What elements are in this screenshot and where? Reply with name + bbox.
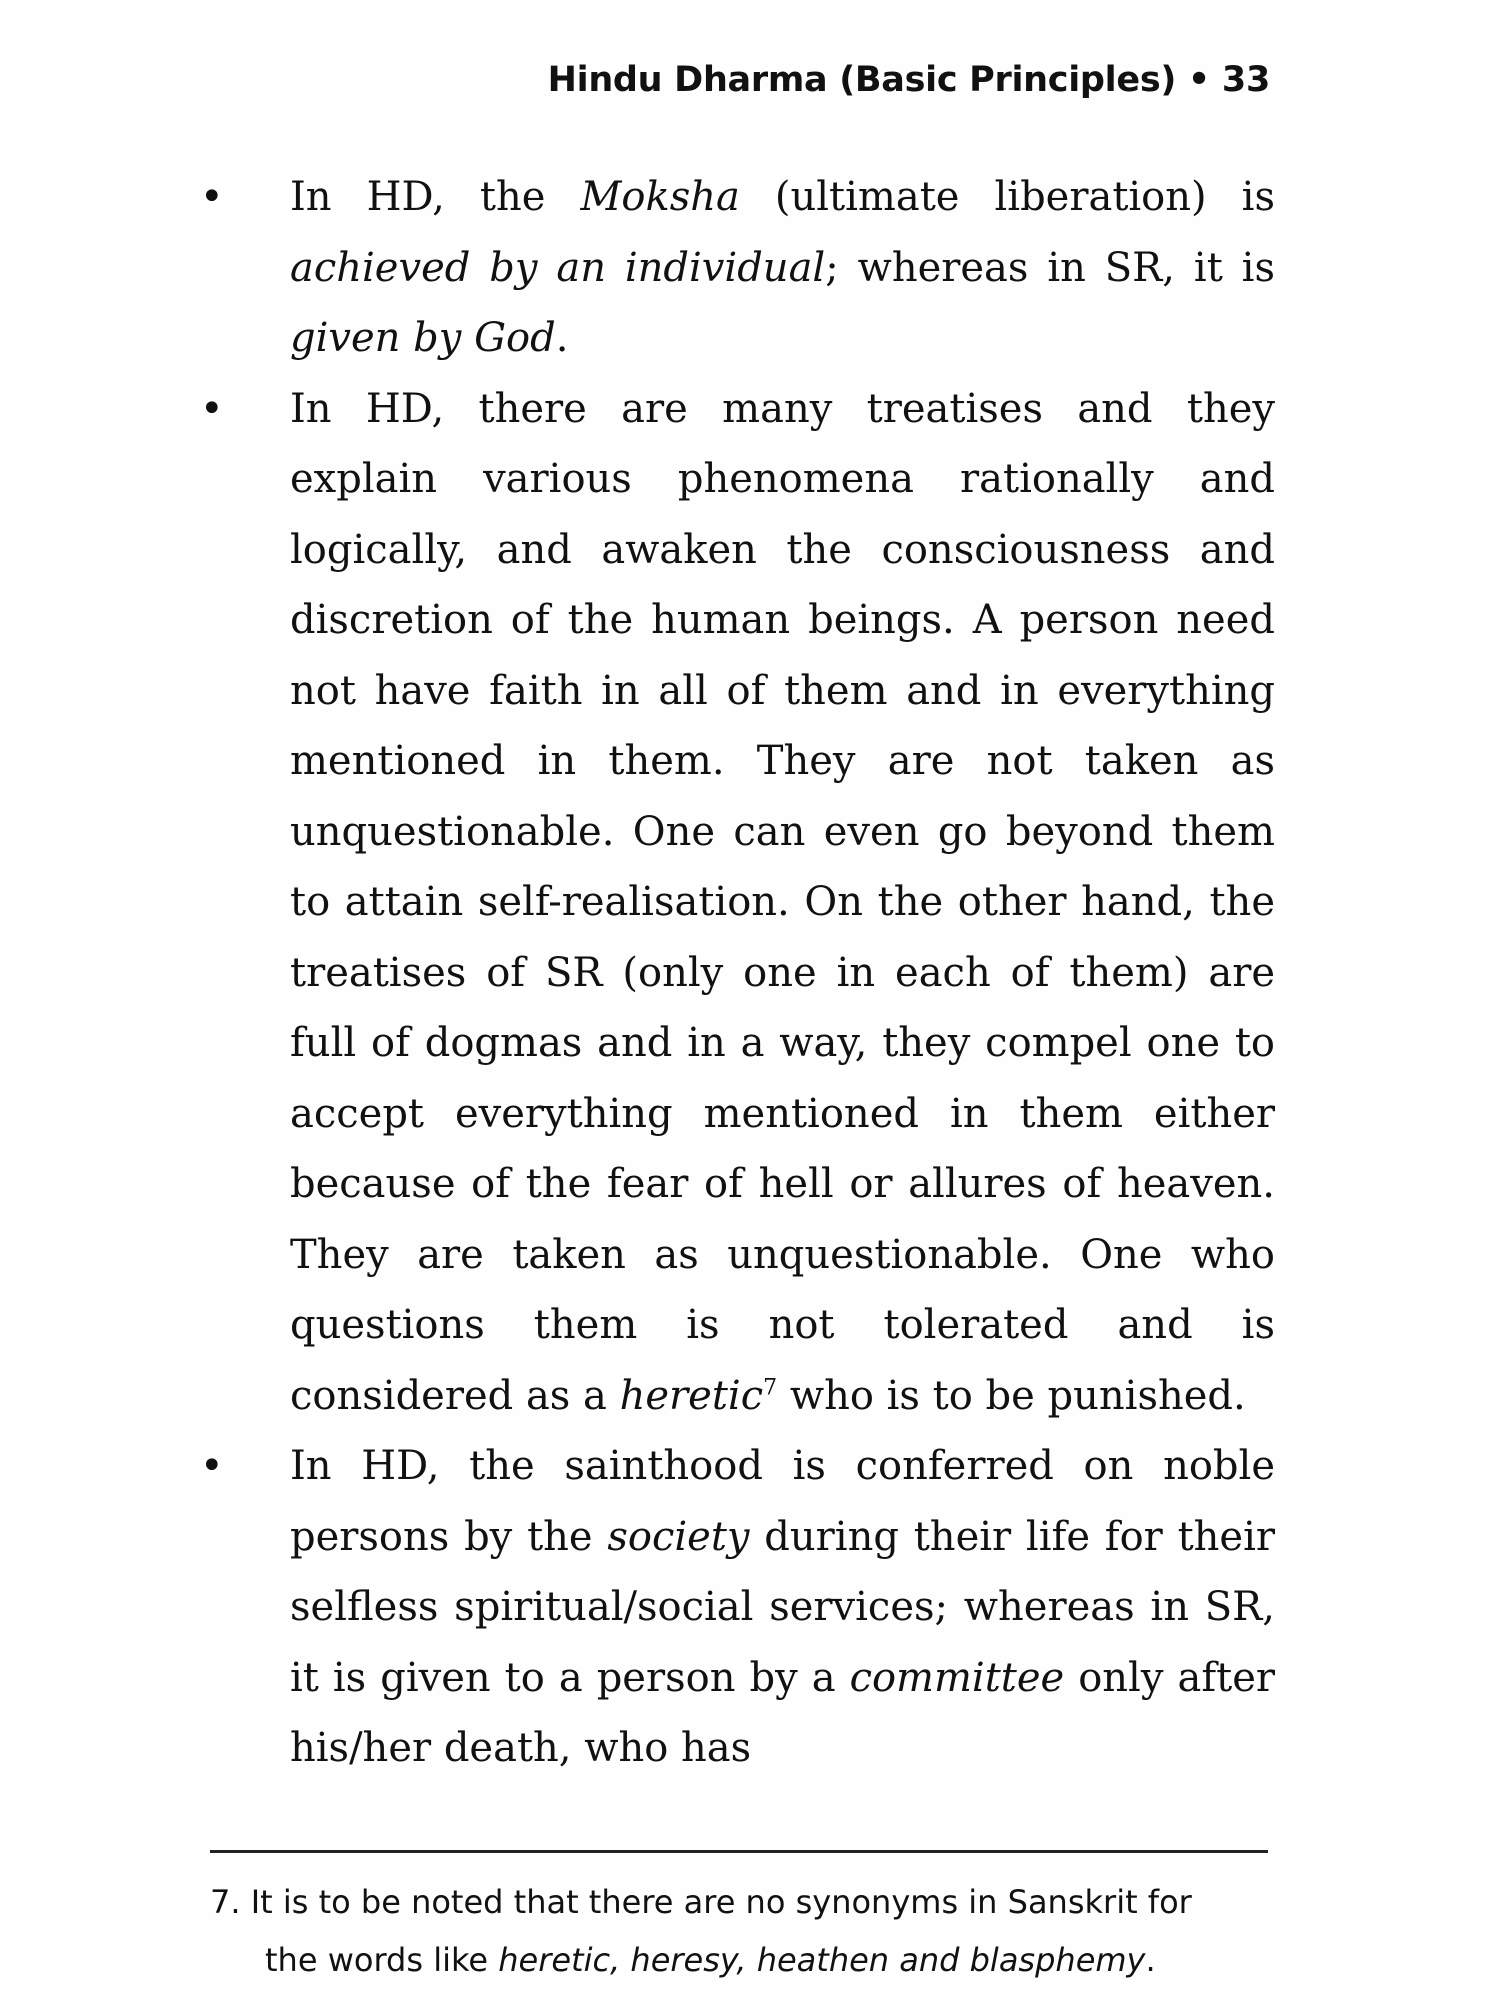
running-header: Hindu Dharma (Basic Principles) • 33	[547, 60, 1270, 100]
text-segment: ; whereas in SR, it is	[825, 244, 1275, 291]
footnote-italic-terms: heretic, heresy, heathen and blasphemy	[498, 1941, 1146, 1979]
footnote	[210, 1873, 1268, 1989]
body-text	[290, 162, 1275, 1784]
text-segment: In HD, there are many treatises and they explain various phenomena rationally and logically, and awaken the consciousness and discretion of the human beings. A person need not have faith in all of them and in everything mentioned in them. They are not taken as unquestionable. One can even go beyond them to attain self-realisation. On the other hand, the treatises of SR (only one in each of them) are full of dogmas and in a way, they compel one to accept everything mentioned in them either because of the fear of hell or allures of heaven. They are taken as unquestionable. One who questions them is not tolerated and is considered as a	[290, 385, 1275, 1419]
bullet-item-treatises	[290, 374, 1275, 1432]
footnote-text: .	[1145, 1941, 1156, 1979]
bullet-item-moksha	[290, 162, 1275, 374]
text-segment: only after his/her death, who has	[290, 1654, 1275, 1771]
footnote-divider	[210, 1850, 1268, 1853]
bullet-item-sainthood	[290, 1431, 1275, 1784]
text-segment: (ultimate liberation) is	[739, 174, 1275, 220]
footnote-text: the words like	[265, 1941, 499, 1979]
italic-term: achieved by an individual	[290, 244, 826, 291]
footnote-line-2	[210, 1931, 1268, 1989]
footnote-reference: 7	[763, 1375, 778, 1401]
italic-term: society	[607, 1513, 750, 1560]
italic-term: Moksha	[580, 174, 740, 220]
italic-term: given by God	[290, 315, 556, 361]
text-segment: during their life for their selfless spiritual/social services; whereas in SR, it is given to a person by a	[290, 1513, 1275, 1701]
text-segment: .	[555, 315, 569, 361]
text-segment: who is to be punished.	[777, 1372, 1246, 1419]
footnote-line-1: 7. It is to be noted that there are no synonyms in Sanskrit for	[210, 1883, 1192, 1921]
text-segment: In HD, the sainthood is conferred on noble persons by the	[290, 1443, 1275, 1560]
italic-term: heretic	[619, 1372, 764, 1419]
italic-term: committee	[849, 1654, 1065, 1701]
text-segment: In HD, the	[290, 174, 581, 220]
